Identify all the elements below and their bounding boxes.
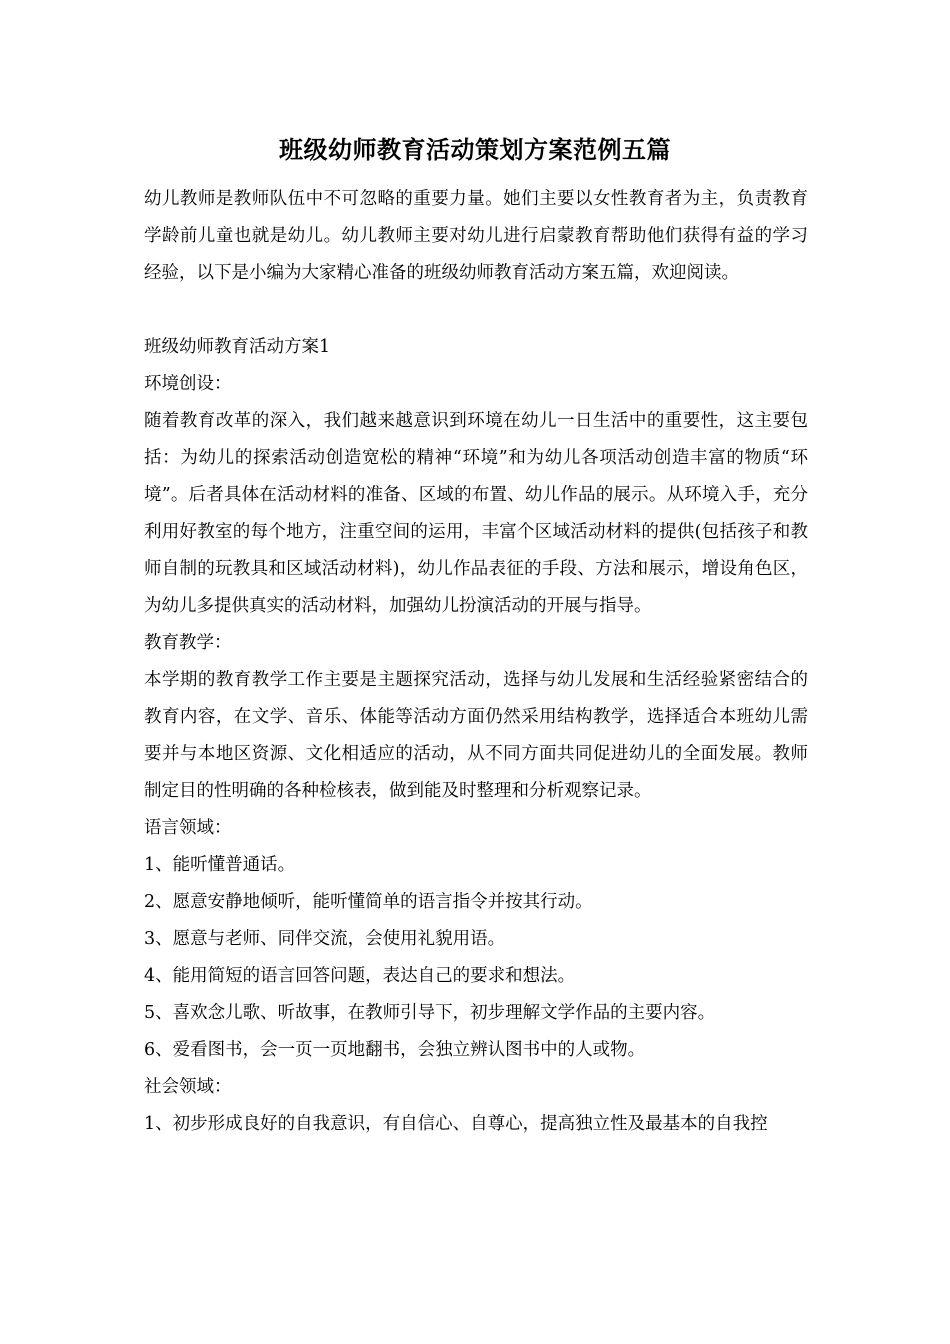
language-item: 3、愿意与老师、同伴交流，会使用礼貌用语。 (144, 929, 506, 949)
language-item: 1、能听懂普通话。 (144, 855, 296, 875)
language-item: 6、爱看图书，会一页一页地翻书，会独立辨认图书中的人或物。 (144, 1040, 646, 1060)
document-title: 班级幼师教育活动策划方案范例五篇 (279, 135, 671, 164)
environment-paragraph: 随着教育改革的深入，我们越来越意识到环境在幼儿一日生活中的重要性，这主要包括：为幼儿的探索活动创造宽松的精神“环境”和为幼儿各项活动创造丰富的物质“环境”。后者具体在活动材料的准备、区域的布置、幼儿作品的展示。从环境入手，充分利用好教室的每个地方，注重空间的运用，丰富个区域活动材料的提供(包括孩子和教师自制的玩教具和区域活动材料)，幼儿作品表征的手段、方法和展示，增设角色区，为幼儿多提供真实的活动材料，加强幼儿扮演活动的开展与指导。 (144, 411, 808, 616)
blank-line (144, 292, 808, 329)
language-item: 5、喜欢念儿歌、听故事，在教师引导下，初步理解文学作品的主要内容。 (144, 1003, 716, 1023)
social-heading: 社会领域： (144, 1077, 232, 1097)
intro-paragraph: 幼儿教师是教师队伍中不可忽略的重要力量。她们主要以女性教育者为主，负责教育学龄前儿童也就是幼儿。幼儿教师主要对幼儿进行启蒙教育帮助他们获得有益的学习经验，以下是小编为大家精心准备的班级幼师教育活动方案五篇，欢迎阅读。 (144, 189, 808, 283)
section-title: 班级幼师教育活动方案1 (144, 337, 331, 357)
document-body (144, 181, 808, 1143)
language-item: 4、能用简短的语言回答问题，表达自己的要求和想法。 (144, 966, 576, 986)
teaching-heading: 教育教学： (144, 633, 232, 653)
language-heading: 语言领域： (144, 818, 232, 838)
language-item: 2、愿意安静地倾听，能听懂简单的语言指令并按其行动。 (144, 892, 593, 912)
social-item: 1、初步形成良好的自我意识，有自信心、自尊心，提高独立性及最基本的自我控 (144, 1114, 768, 1134)
teaching-paragraph: 本学期的教育教学工作主要是主题探究活动，选择与幼儿发展和生活经验紧密结合的教育内容，在文学、音乐、体能等活动方面仍然采用结构教学，选择适合本班幼儿需要并与本地区资源、文化相适应的活动，从不同方面共同促进幼儿的全面发展。教师制定目的性明确的各种检核表，做到能及时整理和分析观察记录。 (144, 670, 808, 801)
environment-heading: 环境创设： (144, 374, 232, 394)
